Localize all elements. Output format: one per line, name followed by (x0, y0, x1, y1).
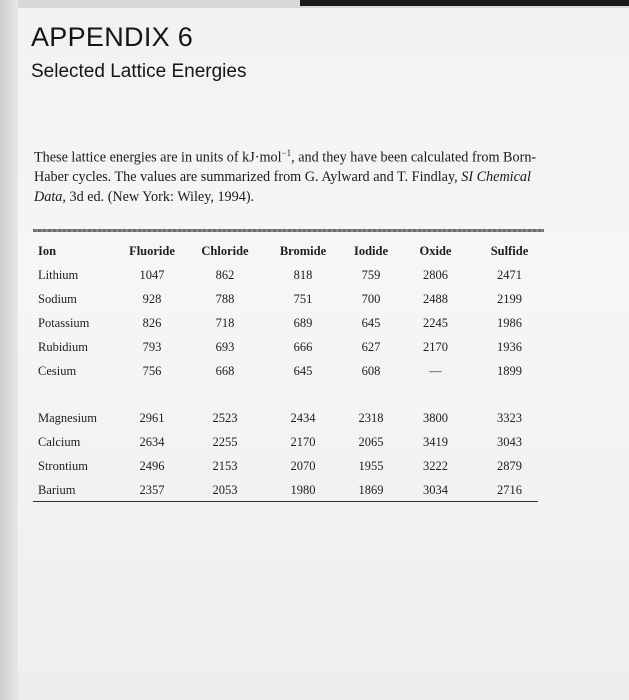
energy-value-cell: 2199 (497, 291, 522, 306)
table-row (34, 311, 546, 335)
header-chloride: Chloride (201, 243, 249, 258)
ion-name-cell: Magnesium (38, 410, 98, 425)
energy-value-cell: 608 (361, 363, 381, 378)
table-top-rule (33, 229, 544, 232)
energy-value-cell: 666 (293, 339, 313, 354)
header-oxide: Oxide (419, 243, 452, 258)
energy-value-cell: 1869 (358, 482, 384, 497)
energy-value-cell: 2170 (423, 339, 448, 354)
header-iodide: Iodide (353, 243, 389, 258)
energy-value-cell: 788 (215, 291, 235, 306)
energy-value-cell: 1955 (358, 458, 384, 473)
energy-value-cell: 2153 (212, 458, 238, 473)
table-row (34, 454, 546, 478)
top-shadow (300, 0, 629, 6)
energy-value-cell: 2879 (497, 458, 522, 473)
energy-value-cell: 3222 (423, 458, 448, 473)
lattice-energy-table (34, 239, 546, 502)
energy-value-cell: 1986 (497, 315, 522, 330)
table-row (34, 335, 546, 359)
energy-value-cell: — (429, 363, 442, 378)
ion-name-cell: Sodium (38, 291, 77, 306)
group-spacer-row (34, 383, 546, 406)
energy-value-cell: 2523 (212, 410, 238, 425)
energy-value-cell: 693 (215, 339, 235, 354)
intro-superscript: −1 (281, 148, 292, 158)
intro-paragraph (34, 144, 554, 207)
appendix-subtitle: Selected Lattice Energies (31, 61, 247, 82)
header-sulfide: Sulfide (490, 243, 529, 258)
ion-name-cell: Rubidium (38, 339, 89, 354)
energy-value-cell: 2065 (358, 434, 384, 449)
table-header-row (34, 239, 546, 263)
header-fluoride: Fluoride (129, 243, 175, 258)
group-spacer (34, 383, 546, 406)
appendix-title: APPENDIX 6 (31, 22, 194, 52)
energy-value-cell: 2053 (212, 482, 238, 497)
energy-value-cell: 2634 (139, 434, 165, 449)
energy-value-cell: 2255 (212, 434, 238, 449)
energy-value-cell: 2961 (139, 410, 165, 425)
energy-value-cell: 826 (142, 315, 162, 330)
energy-value-cell: 689 (293, 315, 313, 330)
energy-value-cell: 645 (361, 315, 381, 330)
ion-name-cell: Strontium (38, 458, 89, 473)
energy-value-cell: 3034 (423, 482, 448, 497)
table-row (34, 478, 546, 502)
intro-text-3: , 3d ed. (New York: Wiley, 1994). (62, 188, 255, 205)
table-row (34, 406, 546, 430)
energy-value-cell: 668 (215, 363, 235, 378)
energy-value-cell: 1980 (290, 482, 316, 497)
intro-text-2: , and they have been calculated from Born-Haber cycles. The values are summarized from G. Aylward and T. Findlay, (34, 149, 537, 186)
energy-value-cell: 2488 (423, 291, 448, 306)
table-bottom-rule (33, 501, 538, 502)
energy-value-cell: 2496 (139, 458, 165, 473)
energy-value-cell: 700 (361, 291, 381, 306)
energy-value-cell: 751 (293, 291, 313, 306)
energy-value-cell: 2434 (290, 410, 316, 425)
energy-value-cell: 1899 (497, 363, 522, 378)
energy-value-cell: 3419 (423, 434, 448, 449)
energy-value-cell: 1936 (497, 339, 522, 354)
energy-value-cell: 1047 (139, 267, 165, 282)
energy-value-cell: 2716 (497, 482, 522, 497)
energy-value-cell: 3043 (497, 434, 522, 449)
energy-value-cell: 645 (293, 363, 313, 378)
header-bromide: Bromide (279, 243, 327, 258)
energy-value-cell: 862 (215, 267, 235, 282)
energy-value-cell: 928 (142, 291, 162, 306)
ion-name-cell: Potassium (38, 315, 90, 330)
intro-book-title: SI Chemical Data (34, 169, 531, 205)
energy-value-cell: 2806 (423, 267, 448, 282)
ion-name-cell: Cesium (38, 363, 77, 378)
ion-name-cell: Lithium (38, 267, 79, 282)
page-binding-edge (0, 0, 18, 700)
header-ion: Ion (38, 243, 57, 258)
energy-value-cell: 3323 (497, 410, 522, 425)
energy-value-cell: 718 (215, 315, 235, 330)
intro-text-1: These lattice energies are in units of kJ·mol (34, 149, 282, 166)
ion-name-cell: Calcium (38, 434, 81, 449)
energy-value-cell: 2245 (423, 315, 448, 330)
ion-name-cell: Barium (38, 482, 76, 497)
table-row (34, 287, 546, 311)
table-row (34, 430, 546, 454)
energy-value-cell: 627 (361, 339, 381, 354)
energy-value-cell: 2170 (290, 434, 316, 449)
energy-value-cell: 759 (361, 267, 381, 282)
energy-value-cell: 793 (142, 339, 162, 354)
table-row (34, 263, 546, 287)
energy-value-cell: 2357 (139, 482, 165, 497)
energy-value-cell: 2318 (358, 410, 384, 425)
energy-value-cell: 2471 (497, 267, 522, 282)
energy-value-cell: 818 (293, 267, 313, 282)
energy-value-cell: 2070 (290, 458, 316, 473)
energy-value-cell: 756 (142, 363, 162, 378)
energy-value-cell: 3800 (423, 410, 448, 425)
table-row (34, 359, 546, 383)
